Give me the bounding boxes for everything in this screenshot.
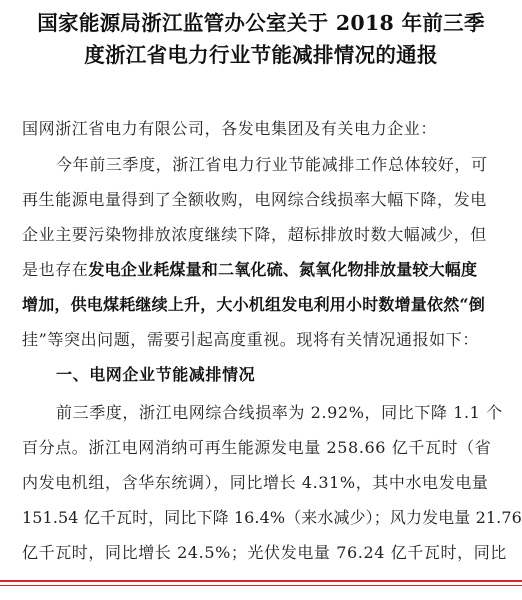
red-rule-thick xyxy=(0,580,522,582)
paragraph-2-line-3: 内发电机组，含华东统调），同比增长 4.31%，其中水电发电量 xyxy=(22,473,489,492)
paragraph-1-line-4-text: 是也存在发电企业耗煤量和二氧化硫、氮氧化物排放量较大幅度 xyxy=(22,260,478,279)
paragraph-1-line-6: 挂”等突出问题，需要引起高度重视。现将有关情况通报如下： xyxy=(22,330,479,349)
paragraph-1-line-2: 再生能源电量得到了全额收购，电网综合线损率大幅下降，发电 xyxy=(22,190,487,209)
red-rule-thin xyxy=(0,585,522,586)
paragraph-2-line-4: 151.54 亿千瓦时，同比下降 16.4%（来水减少）；风力发电量 21.76 xyxy=(22,508,522,527)
paragraph-2-line-5: 亿千瓦时，同比增长 24.5%；光伏发电量 76.24 亿千瓦时，同比 xyxy=(22,543,507,562)
paragraph-2-line-2: 百分点。浙江电网消纳可再生能源发电量 258.66 亿千瓦时（省 xyxy=(22,438,492,457)
paragraph-1-line-3: 企业主要污染物排放浓度继续下降，超标排放时数大幅减少，但 xyxy=(22,225,487,244)
paragraph-1-line-1: 今年前三季度，浙江省电力行业节能减排工作总体较好，可 xyxy=(56,155,488,174)
paragraph-1-line-4 xyxy=(22,257,502,280)
salutation: 国网浙江省电力有限公司，各发电集团及有关电力企业： xyxy=(22,119,438,138)
paragraph-1-line-5 xyxy=(22,292,502,315)
document-title-line-1: 国家能源局浙江监管办公室关于 2018 年前三季 xyxy=(37,11,485,35)
paragraph-1-line-5-text: 增加，供电煤耗继续上升，大小机组发电利用小时数增量依然“倒 xyxy=(22,295,486,314)
section-1-heading: 一、电网企业节能减排情况 xyxy=(56,365,256,384)
paragraph-2-line-1: 前三季度，浙江电网综合线损率为 2.92%，同比下降 1.1 个 xyxy=(56,403,503,422)
document-title-line-2: 度浙江省电力行业节能减排情况的通报 xyxy=(84,43,438,67)
